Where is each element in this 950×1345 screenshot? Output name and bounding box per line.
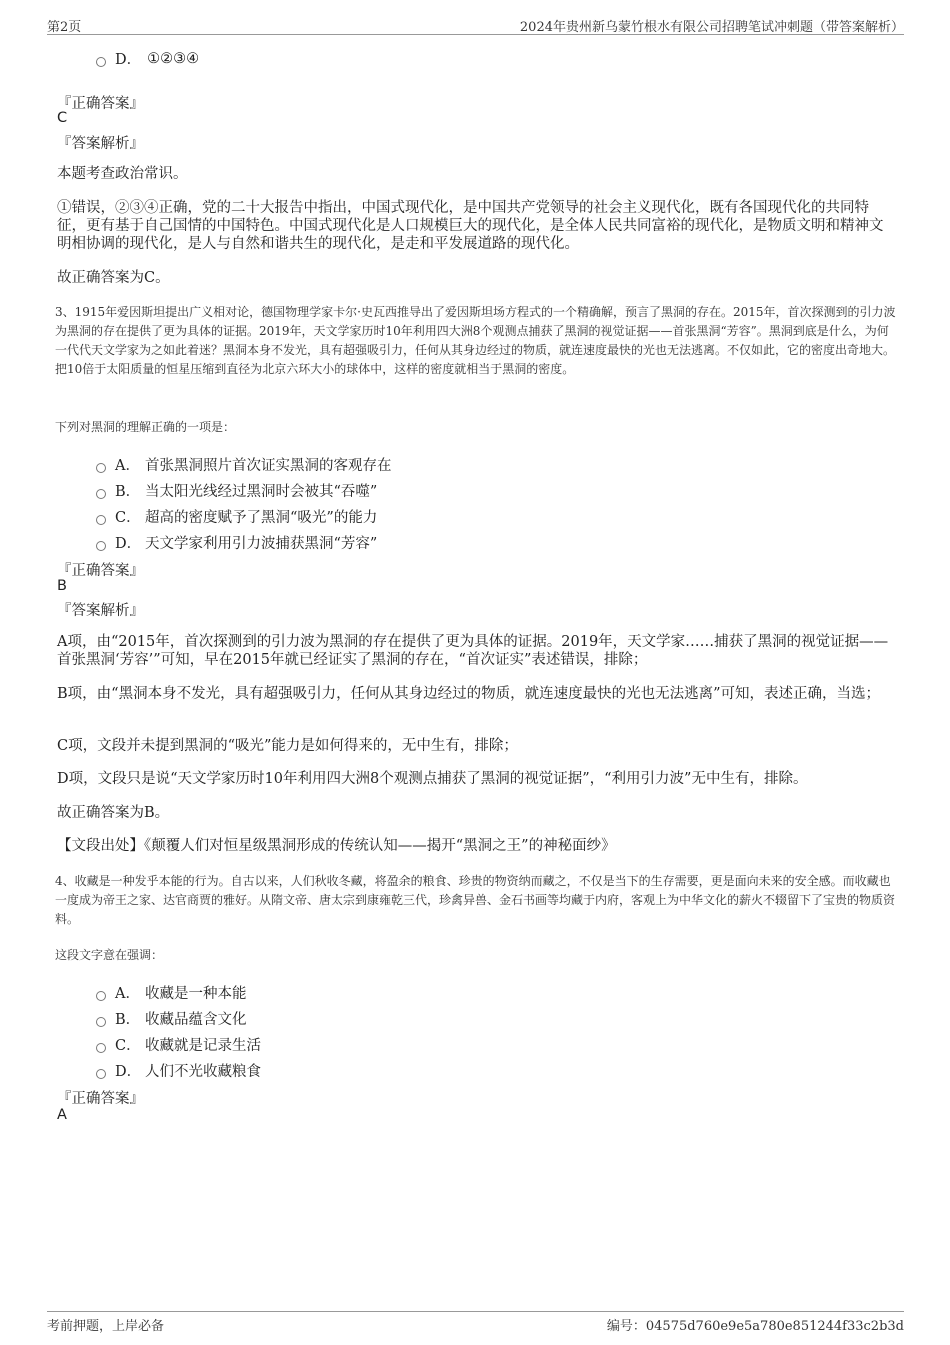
q2-answer-label: 『正确答案』 — [57, 96, 144, 112]
footer-slogan: 考前押题，上岸必备 — [47, 1319, 165, 1334]
q3-analysis-label: 『答案解析』 — [57, 603, 144, 619]
q3-source: 【文段出处】《颠覆人们对恒星级黑洞形成的传统认知——揭开“黑洞之王”的神秘面纱》 — [57, 838, 616, 854]
q4-option-c[interactable]: C． 收藏就是记录生活 — [96, 1034, 261, 1055]
q3-option-a[interactable]: A． 首张黑洞照片首次证实黑洞的客观存在 — [96, 454, 392, 475]
radio-icon[interactable] — [96, 463, 106, 473]
q4-option-b[interactable]: B． 收藏品蕴含文化 — [96, 1008, 247, 1029]
document-title: 2024年贵州新乌蒙竹根水有限公司招聘笔试冲刺题（带答案解析） — [519, 20, 904, 35]
page-header — [47, 14, 904, 35]
q2-analysis-p2: ①错误，②③④正确，党的二十大报告中指出，中国式现代化，是中国共产党领导的社会主义现代化，既有各国现代化的共同特征，更有基于自己国情的中国特色。中国式现代化是人口规模巨大的现代化，是全体人民共同富裕的现代化，是物质文明和精神文明相协调的现代化，是人与自然和谐共生的现代化，是走和平发展道路的现代化。 — [57, 200, 884, 252]
radio-icon[interactable] — [96, 515, 106, 525]
q3-stem: 3、1915年爱因斯坦提出广义相对论，德国物理学家卡尔·史瓦西推导出了爱因斯坦场方程式的一个精确解，预言了黑洞的存在。2015年，首次探测到的引力波为黑洞的存在提供了更为具体的证据。2019年，天文学家历时10年利用四大洲8个观测点捕获了黑洞的视觉证据——首张黑洞“芳容”。黑洞到底是什么，为何一代代天文学家为之如此着迷？黑洞本身不发光，具有超强吸引力，任何从其身边经过的物质，就连速度最快的光也无法逃离。不仅如此，它的密度出奇地大。把10倍于太阳质量的恒星压缩到直径为北京六环大小的球体中，这样的密度就相当于黑洞的密度。 — [55, 305, 896, 376]
q3-analysis-c: C项，文段并未提到黑洞的“吸光”能力是如何得来的，无中生有，排除； — [57, 738, 518, 754]
radio-icon[interactable] — [96, 991, 106, 1001]
page-number: 第2页 — [47, 20, 82, 35]
q3-analysis-conclusion: 故正确答案为B。 — [57, 805, 170, 821]
q3-option-c[interactable]: C． 超高的密度赋予了黑洞“吸光”的能力 — [96, 506, 377, 527]
q3-analysis-d: D项，文段只是说“天文学家历时10年利用四大洲8个观测点捕获了黑洞的视觉证据”，“利用引力波”无中生有，排除。 — [57, 771, 808, 787]
page-footer — [47, 1311, 904, 1336]
radio-icon[interactable] — [96, 1043, 106, 1053]
q3-option-d[interactable]: D． 天文学家利用引力波捕获黑洞“芳容” — [96, 532, 377, 553]
q2-analysis-p3: 故正确答案为C。 — [57, 270, 170, 286]
q4-stem: 4、收藏是一种发乎本能的行为。自古以来，人们秋收冬藏，将盈余的粮食、珍贵的物资纳而藏之，不仅是当下的生存需要，更是面向未来的安全感。而收藏也一度成为帝王之家、达官商贾的雅好。从隋文帝、唐太宗到康雍乾三代，珍禽异兽、金石书画等均藏于内府，客观上为中华文化的薪火不辍留下了宝贵的物质资料。 — [55, 874, 896, 926]
footer-code: 编号：04575d760e9e5a780e851244f33c2b3d — [606, 1319, 904, 1334]
q2-analysis-p1: 本题考查政治常识。 — [57, 166, 188, 182]
radio-icon[interactable] — [96, 1017, 106, 1027]
q3-analysis-a: A项，由“2015年，首次探测到的引力波为黑洞的存在提供了更为具体的证据。2019年，天文学家……捕获了黑洞的视觉证据——首张黑洞‘芳容’”可知，早在2015年就已经证实了黑洞的存在，“首次证实”表述错误，排除； — [57, 634, 889, 668]
radio-icon[interactable] — [96, 541, 106, 551]
q3-question: 下列对黑洞的理解正确的一项是： — [55, 420, 236, 434]
q2-analysis-label: 『答案解析』 — [57, 136, 144, 152]
q2-answer: C — [57, 110, 68, 126]
q4-answer: A — [57, 1107, 67, 1123]
q3-analysis-b: B项，由“黑洞本身不发光，具有超强吸引力，任何从其身边经过的物质，就连速度最快的光也无法逃离”可知，表述正确，当选； — [57, 686, 880, 702]
radio-icon[interactable] — [96, 1069, 106, 1079]
q4-question: 这段文字意在强调： — [55, 948, 164, 962]
q2-option-d[interactable]: D． ①②③④ — [96, 48, 199, 69]
q3-answer-label: 『正确答案』 — [57, 563, 144, 579]
q4-option-a[interactable]: A． 收藏是一种本能 — [96, 982, 247, 1003]
q3-answer: B — [57, 578, 67, 594]
radio-icon[interactable] — [96, 57, 106, 67]
q4-answer-label: 『正确答案』 — [57, 1091, 144, 1107]
q3-option-b[interactable]: B． 当太阳光线经过黑洞时会被其“吞噬” — [96, 480, 377, 501]
radio-icon[interactable] — [96, 489, 106, 499]
q4-option-d[interactable]: D． 人们不光收藏粮食 — [96, 1060, 261, 1081]
